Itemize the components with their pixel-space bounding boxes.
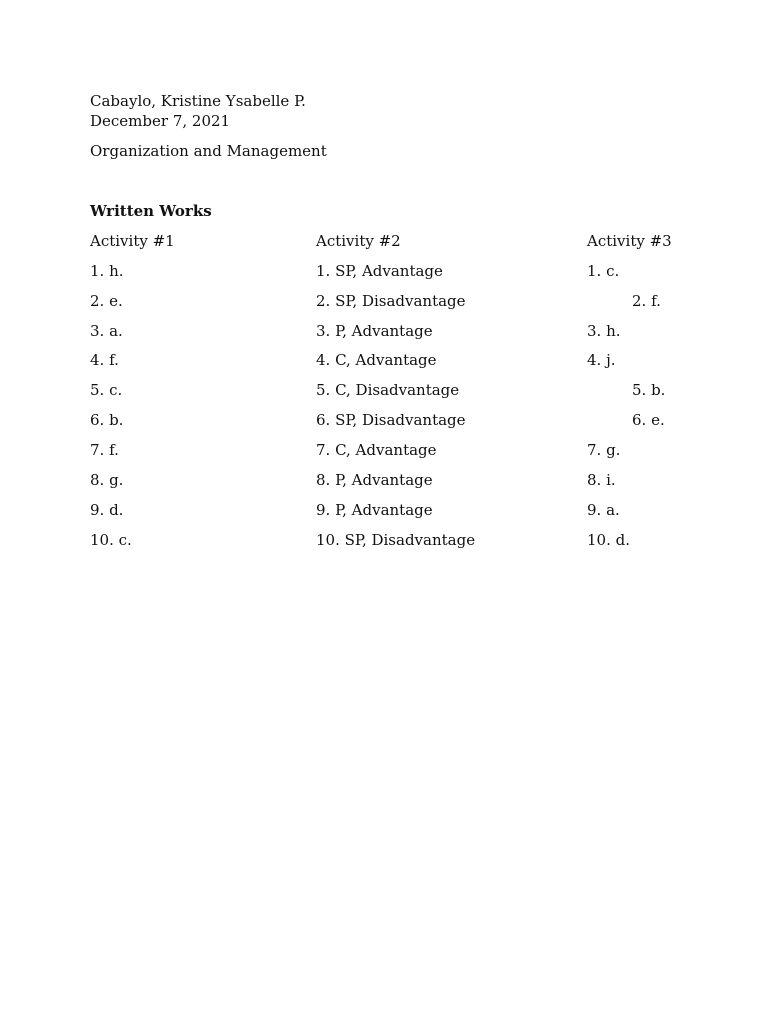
- activity-3-title: Activity #3: [587, 232, 672, 250]
- activity-2-title: Activity #2: [316, 232, 401, 250]
- activity-2-answer: 7. C, Advantage: [316, 441, 437, 459]
- student-name: Cabaylo, Kristine Ysabelle P.: [90, 92, 306, 110]
- activity-1-answer: 9. d.: [90, 501, 124, 519]
- activity-2-answer: 9. P, Advantage: [316, 501, 433, 519]
- activity-3-answer: 8. i.: [587, 471, 616, 489]
- activity-3-answer: 6. e.: [632, 411, 665, 429]
- activity-1-answer: 2. e.: [90, 292, 123, 310]
- activity-2-answer: 4. C, Advantage: [316, 351, 437, 369]
- activity-1-answer: 5. c.: [90, 381, 123, 399]
- activity-3-answer: 4. j.: [587, 351, 616, 369]
- subject-title: Organization and Management: [90, 142, 327, 160]
- activity-1-answer: 4. f.: [90, 351, 119, 369]
- activity-1-answer: 1. h.: [90, 262, 124, 280]
- activity-1-title: Activity #1: [90, 232, 175, 250]
- activity-1-answer: 7. f.: [90, 441, 119, 459]
- activity-1-answer: 3. a.: [90, 322, 123, 340]
- activity-1-answer: 10. c.: [90, 531, 132, 549]
- activity-2-answer: 8. P, Advantage: [316, 471, 433, 489]
- activity-3-answer: 3. h.: [587, 322, 621, 340]
- activity-2-answer: 10. SP, Disadvantage: [316, 531, 476, 549]
- activity-2-answer: 5. C, Disadvantage: [316, 381, 460, 399]
- activity-3-answer: 10. d.: [587, 531, 630, 549]
- activity-1-answer: 8. g.: [90, 471, 124, 489]
- activity-2-answer: 6. SP, Disadvantage: [316, 411, 466, 429]
- section-title: Written Works: [90, 202, 212, 220]
- activity-2-answer: 1. SP, Advantage: [316, 262, 443, 280]
- activity-3-answer: 2. f.: [632, 292, 661, 310]
- activity-2-answer: 3. P, Advantage: [316, 322, 433, 340]
- activity-3-answer: 1. c.: [587, 262, 620, 280]
- activity-2-answer: 2. SP, Disadvantage: [316, 292, 466, 310]
- activity-3-answer: 9. a.: [587, 501, 620, 519]
- activity-1-answer: 6. b.: [90, 411, 124, 429]
- activity-3-answer: 7. g.: [587, 441, 621, 459]
- activity-3-answer: 5. b.: [632, 381, 666, 399]
- document-date: December 7, 2021: [90, 112, 231, 130]
